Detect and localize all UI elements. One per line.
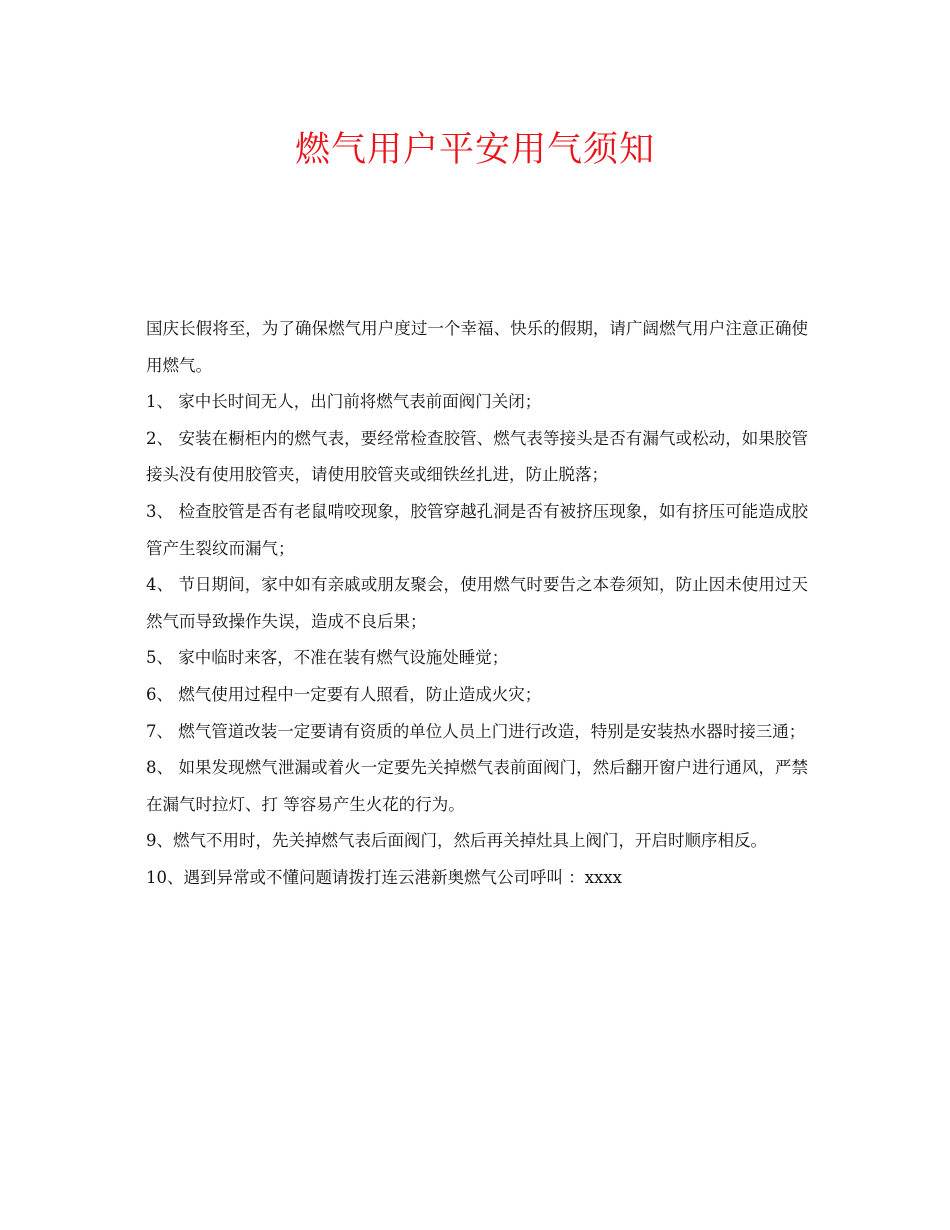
document-body bbox=[146, 311, 808, 897]
notice-item-4: 4、 节日期间，家中如有亲戚或朋友聚会，使用燃气时要告之本卷须知，防止因未使用过天然气而导致操作失误，造成不良后果； bbox=[146, 575, 808, 631]
document-title: 燃气用户平安用气须知 bbox=[294, 130, 655, 170]
notice-item-6: 6、 燃气使用过程中一定要有人照看，防止造成火灾； bbox=[146, 684, 542, 704]
notice-item-9: 9、燃气不用时，先关掉燃气表后面阀门，然后再关掉灶具上阀门，开启时顺序相反。 bbox=[146, 831, 767, 851]
notice-item-8: 8、 如果发现燃气泄漏或着火一定要先关掉燃气表前面阀门，然后翻开窗户进行通风，严禁在漏气时拉灯、打 等容易产生火花的行为。 bbox=[146, 758, 808, 814]
notice-item-2: 2、 安装在橱柜内的燃气表，要经常检查胶管、燃气表等接头是否有漏气或松动，如果胶管接头没有使用胶管夹，请使用胶管夹或细铁丝扎进，防止脱落； bbox=[146, 428, 808, 485]
notice-item-7: 7、 燃气管道改装一定要请有资质的单位人员上门进行改造，特别是安装热水器时接三通； bbox=[146, 721, 806, 741]
notice-item-1: 1、 家中长时间无人，出门前将燃气表前面阀门关闭； bbox=[146, 392, 542, 412]
notice-item-5: 5、 家中临时来客，不准在装有燃气设施处睡觉； bbox=[146, 648, 509, 668]
intro-paragraph: 国庆长假将至，为了确保燃气用户度过一个幸福、快乐的假期，请广阔燃气用户注意正确使用燃气。 bbox=[146, 319, 808, 375]
notice-item-3: 3、 检查胶管是否有老鼠啃咬现象，胶管穿越孔洞是否有被挤压现象，如有挤压可能造成胶管产生裂纹而漏气； bbox=[146, 501, 808, 558]
notice-item-10: 10、遇到异常或不懂问题请拨打连云港新奥燃气公司呼叫 ：xxxx bbox=[146, 867, 622, 887]
